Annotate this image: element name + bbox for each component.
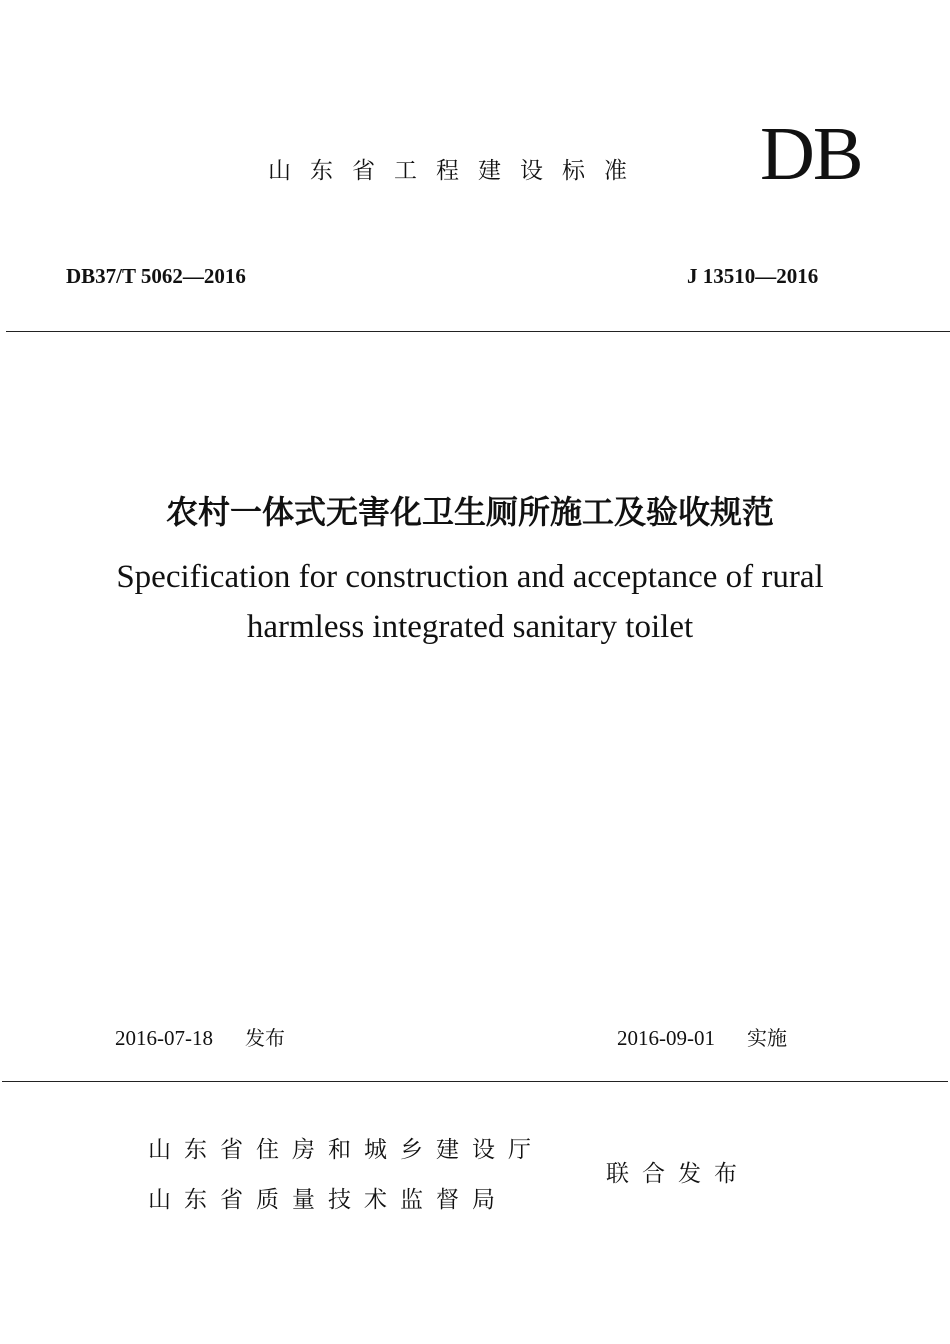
bottom-divider	[2, 1081, 948, 1082]
publish-date: 2016-07-18	[115, 1026, 213, 1050]
document-title-chinese: 农村一体式无害化卫生厕所施工及验收规范	[165, 493, 774, 531]
document-title-english-line-1: Specification for construction and acceptance of rural	[116, 559, 824, 595]
joint-issue-label: 联合发布	[606, 1161, 750, 1187]
document-title-english	[0, 552, 940, 652]
publish-date-line	[115, 1022, 285, 1051]
implement-date-line	[617, 1022, 787, 1051]
issuer-quality-bureau: 山东省质量技术监督局	[148, 1187, 508, 1213]
publish-label: 发布	[245, 1026, 285, 1050]
title-block	[0, 488, 940, 652]
implement-date: 2016-09-01	[617, 1026, 715, 1050]
implement-label: 实施	[747, 1026, 787, 1050]
top-divider	[6, 331, 950, 332]
db-mark: DB	[760, 112, 862, 196]
series-title: 山东省工程建设标准	[268, 158, 646, 184]
document-title-english-line-2: harmless integrated sanitary toilet	[246, 609, 694, 645]
issuer-housing-department: 山东省住房和城乡建设厅	[148, 1137, 544, 1163]
record-number: J 13510—2016	[687, 264, 819, 288]
standard-number: DB37/T 5062—2016	[66, 264, 246, 288]
